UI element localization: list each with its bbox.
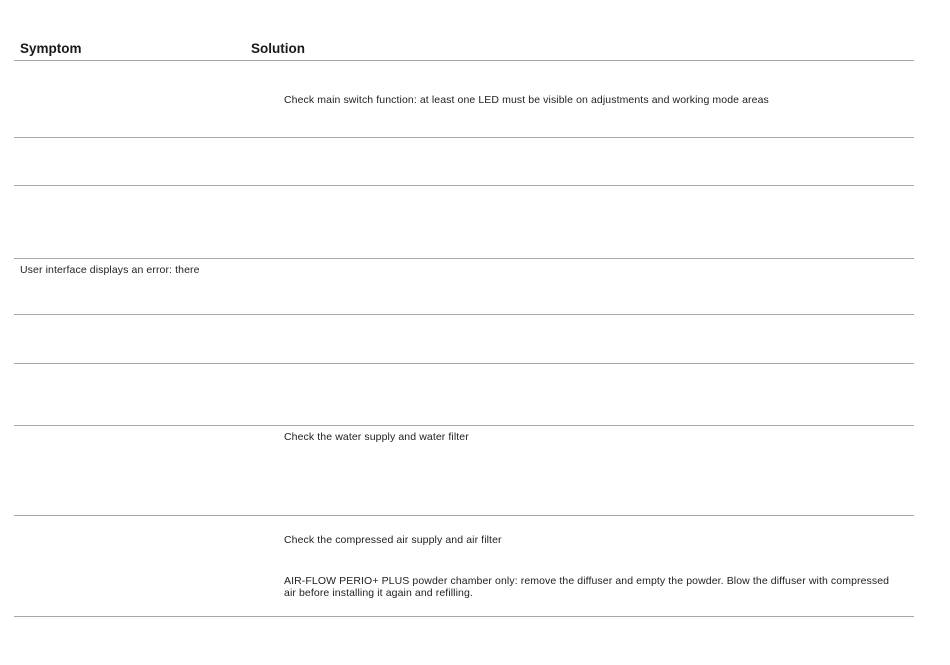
row-divider [14,258,914,259]
symptom-text: User interface displays an error: there [20,264,200,276]
symptom-column-header: Symptom [20,41,82,56]
solution-text: Check the water supply and water filter [284,431,469,443]
solution-text: Check the compressed air supply and air filter [284,534,502,546]
solution-column-header: Solution [251,41,305,56]
row-divider [14,363,914,364]
solution-text: Check main switch function: at least one LED must be visible on adjustments and working mode areas [284,94,769,106]
row-divider [14,314,914,315]
row-divider [14,185,914,186]
row-divider [14,425,914,426]
solution-text: AIR-FLOW PERIO+ PLUS powder chamber only: remove the diffuser and empty the powder. Blow the diffuser with compressed air before installing it again and refilling. [284,575,890,599]
row-divider [14,515,914,516]
row-divider [14,137,914,138]
header-divider [14,60,914,61]
row-divider [14,616,914,617]
